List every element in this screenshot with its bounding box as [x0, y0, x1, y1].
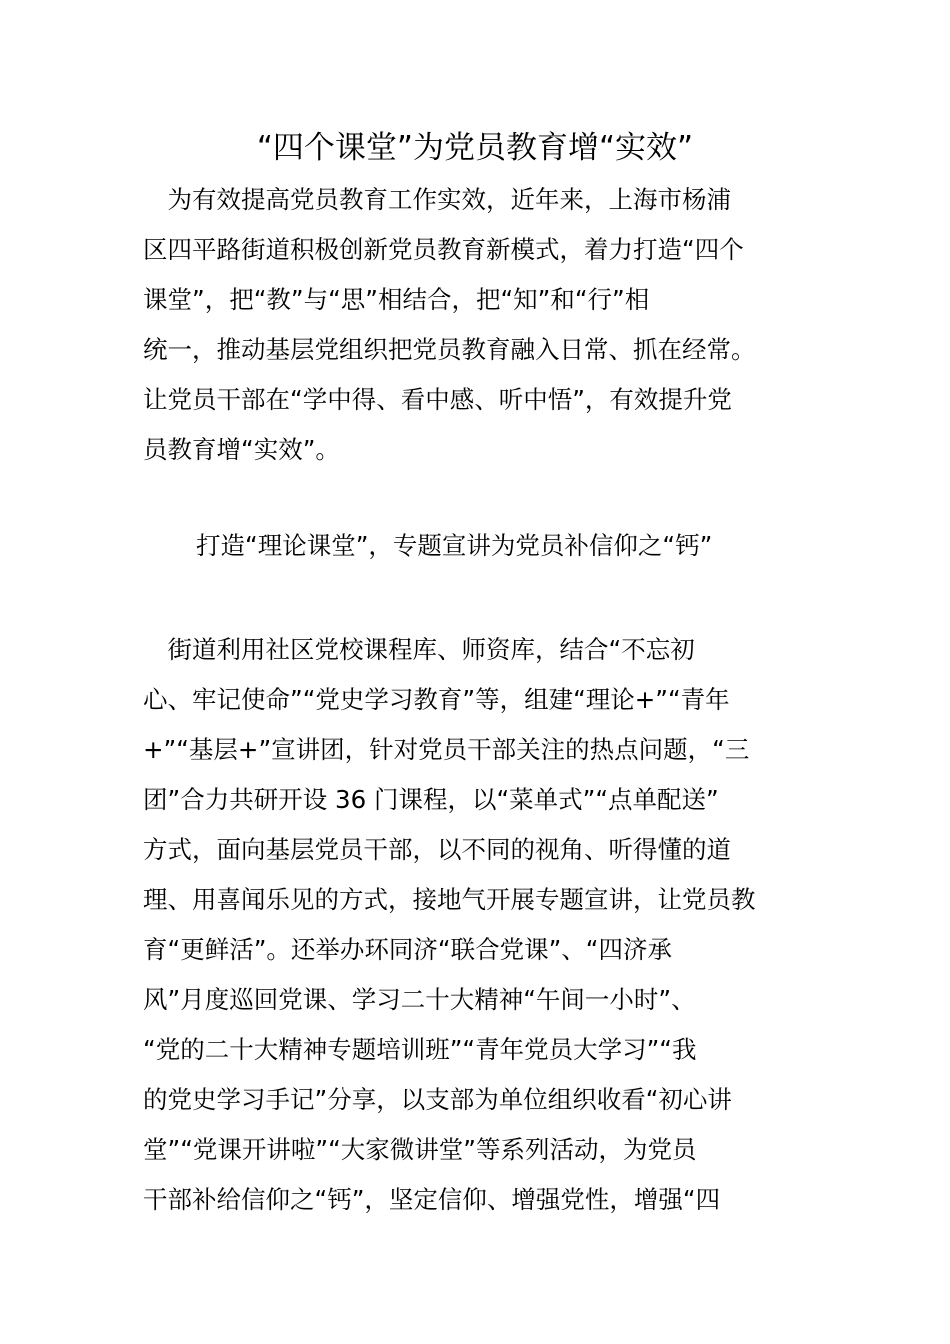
intro-line: 让党员干部在“学中得、看中感、听中悟”，有效提升党	[143, 385, 732, 414]
body-line: 干部补给信仰之“钙”，坚定信仰、增强党性，增强“四	[143, 1185, 721, 1214]
body-line: +”“基层+”宣讲团，针对党员干部关注的热点问题，“三	[143, 735, 750, 764]
document-title: “四个课堂”为党员教育增“实效”	[256, 130, 694, 166]
body-line: 心、牢记使命”“党史学习教育”等，组建“理论+”“青年	[143, 685, 730, 714]
intro-line: 为有效提高党员教育工作实效，近年来，上海市杨浦	[143, 185, 731, 214]
body-line: 的党史学习手记”分享，以支部为单位组织收看“初心讲	[143, 1085, 732, 1114]
body-line: 街道利用社区党校课程库、师资库，结合“不忘初	[143, 635, 695, 664]
body-line: 风”月度巡回党课、学习二十大精神“午间一小时”、	[143, 985, 696, 1014]
body-line: “党的二十大精神专题培训班”“青年党员大学习”“我	[143, 1035, 697, 1064]
intro-line: 区四平路街道积极创新党员教育新模式，着力打造“四个	[143, 235, 744, 264]
body-line: 理、用喜闻乐见的方式，接地气开展专题宣讲，让党员教	[143, 885, 756, 914]
body-line: 育“更鲜活”。还举办环同济“联合党课”、“四济承	[143, 935, 672, 964]
body-line: 团”合力共研开设 36 门课程，以“菜单式”“点单配送”	[143, 785, 719, 814]
intro-line: 员教育增“实效”。	[143, 435, 340, 464]
section-heading: 打造“理论课堂”，专题宣讲为党员补信仰之“钙”	[196, 531, 713, 560]
intro-line: 课堂”，把“教”与“思”相结合，把“知”和“行”相	[143, 285, 650, 314]
body-line: 方式，面向基层党员干部，以不同的视角、听得懂的道	[143, 835, 731, 864]
intro-line: 统一，推动基层党组织把党员教育融入日常、抓在经常。	[143, 335, 756, 364]
body-line: 堂”“党课开讲啦”“大家微讲堂”等系列活动，为党员	[143, 1135, 697, 1164]
